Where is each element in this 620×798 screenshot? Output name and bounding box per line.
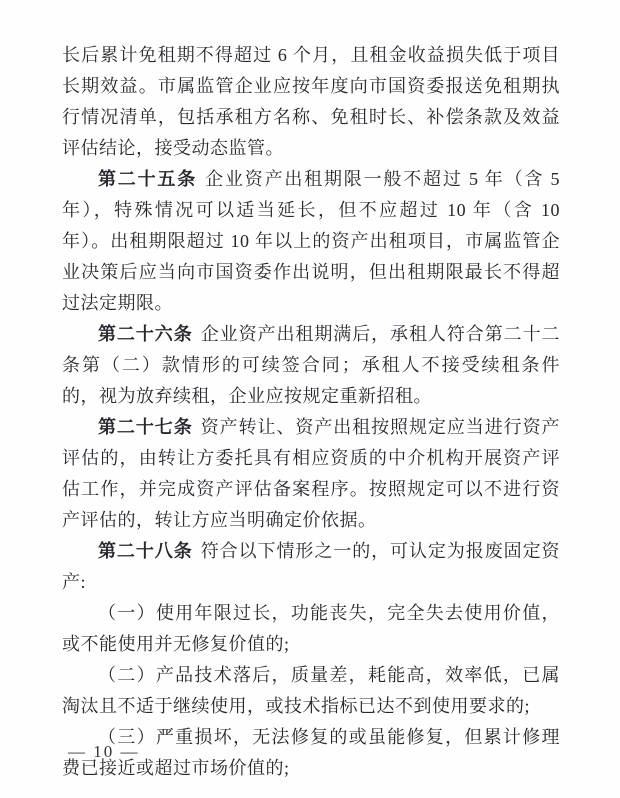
paragraph — [62, 164, 560, 319]
paragraph-text: （三）严重损坏，无法修复的或虽能修复，但累计修理费已接近或超过市场价值的; — [62, 727, 560, 778]
article-number: 第二十六条 — [98, 324, 193, 344]
page-footer — [68, 742, 140, 762]
paragraph-text: 企业资产出租期满后，承租人符合第二十二条第（二）款情形的可续签合同；承租人不接受续租条件的，视为放弃续租，企业应按规定重新招租。 — [62, 324, 561, 406]
paragraph — [62, 660, 560, 722]
paragraph — [62, 598, 560, 660]
article-number: 第二十八条 — [98, 541, 193, 561]
paragraph-text: 符合以下情形之一的，可认定为报废固定资产: — [62, 541, 561, 592]
paragraph — [62, 319, 560, 412]
page-number: — 10 — — [68, 742, 140, 761]
paragraph-text: 资产转让、资产出租按照规定应当进行资产评估的，由转让方委托具有相应资质的中介机构开展资产评估工作，并完成资产评估备案程序。按照规定可以不进行资产评估的，转让方应当明确定价依据。 — [62, 417, 561, 530]
article-number: 第二十七条 — [98, 417, 193, 437]
document-body — [62, 40, 560, 784]
article-number: 第二十五条 — [98, 169, 198, 189]
paragraph-text: 长后累计免租期不得超过 6 个月，且租金收益损失低于项目长期效益。市属监管企业应按年度向市国资委报送免租期执行情况清单，包括承租方名称、免租时长、补偿条款及效益评估结论，接受动态监管。 — [62, 45, 560, 158]
paragraph — [62, 40, 560, 164]
paragraph-text: （二）产品技术落后，质量差，耗能高，效率低，已属淘汰且不适于继续使用，或技术指标已达不到使用要求的; — [62, 665, 560, 716]
paragraph-text: 企业资产出租期限一般不超过 5 年（含 5 年），特殊情况可以适当延长，但不应超过 10 年（含 10 年）。出租期限超过 10 年以上的资产出租项目，市属监管企业决策后应当向市国资委作出说明，但出租期限最长不得超过法定期限。 — [62, 169, 561, 313]
paragraph — [62, 412, 560, 536]
paragraph — [62, 536, 560, 598]
paragraph-text: （一）使用年限过长，功能丧失，完全失去使用价值，或不能使用并无修复价值的; — [62, 603, 560, 654]
